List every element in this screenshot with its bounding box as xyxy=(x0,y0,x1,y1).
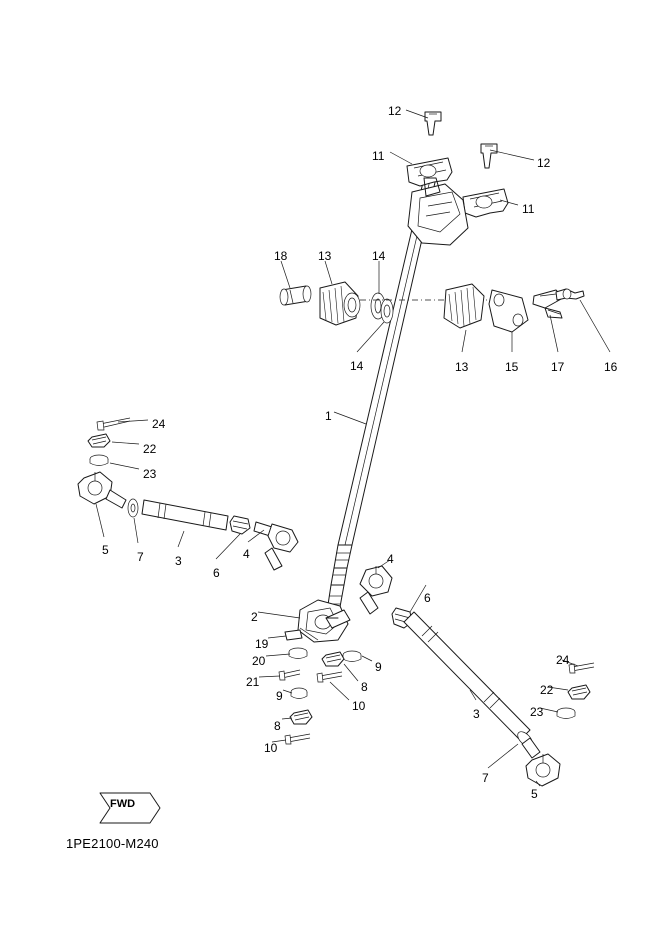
callout-17: 17 xyxy=(551,360,565,374)
callout-3: 3 xyxy=(473,707,480,721)
callout-19: 19 xyxy=(255,637,269,651)
callout-14: 14 xyxy=(350,359,364,373)
callout-22: 22 xyxy=(143,442,157,456)
pin-18-group xyxy=(280,286,311,305)
callout-23: 23 xyxy=(530,705,544,719)
callout-5: 5 xyxy=(102,543,109,557)
callout-10: 10 xyxy=(264,741,278,755)
callout-10: 10 xyxy=(352,699,366,713)
callout-6: 6 xyxy=(213,566,220,580)
bracket-15 xyxy=(489,290,528,332)
callout-1: 1 xyxy=(325,409,332,423)
left-tie-rod-group xyxy=(78,418,298,570)
washer-14-group xyxy=(371,293,393,323)
callout-2: 2 xyxy=(251,610,258,624)
steering-base-2 xyxy=(298,600,350,642)
callout-5: 5 xyxy=(531,787,538,801)
callout-23: 23 xyxy=(143,467,157,481)
part-code-label: 1PE2100-M240 xyxy=(66,836,159,851)
callout-12: 12 xyxy=(388,104,402,118)
callout-4: 4 xyxy=(243,547,250,561)
callout-4: 4 xyxy=(387,552,394,566)
callout-12: 12 xyxy=(537,156,551,170)
callout-21: 21 xyxy=(246,675,260,689)
callout-22: 22 xyxy=(540,683,554,697)
callout-16: 16 xyxy=(604,360,618,374)
callout-13: 13 xyxy=(318,249,332,263)
callout-15: 15 xyxy=(505,360,519,374)
callout-20: 20 xyxy=(252,654,266,668)
bushing-13-right xyxy=(444,284,484,328)
callout-13: 13 xyxy=(455,360,469,374)
callout-3: 3 xyxy=(175,554,182,568)
callout-24: 24 xyxy=(556,653,570,667)
right-tie-rod-group xyxy=(360,566,594,786)
callout-24: 24 xyxy=(152,417,166,431)
callout-8: 8 xyxy=(361,680,368,694)
callout-14: 14 xyxy=(372,249,386,263)
steering-shaft-group xyxy=(326,178,436,618)
callout-9: 9 xyxy=(276,689,283,703)
callout-6: 6 xyxy=(424,591,431,605)
callout-7: 7 xyxy=(482,771,489,785)
callout-9: 9 xyxy=(375,660,382,674)
callout-8: 8 xyxy=(274,719,281,733)
callout-7: 7 xyxy=(137,550,144,564)
small-hardware-left xyxy=(279,630,307,680)
callout-11: 11 xyxy=(522,202,535,216)
bushing-13-left xyxy=(320,282,360,325)
callout-11: 11 xyxy=(372,149,385,163)
upper-holder-group xyxy=(407,112,508,245)
small-hardware-right xyxy=(285,651,361,744)
callout-18: 18 xyxy=(274,249,288,263)
bolt-17-16-group xyxy=(533,289,584,318)
fwd-direction-label: FWD xyxy=(110,798,136,810)
